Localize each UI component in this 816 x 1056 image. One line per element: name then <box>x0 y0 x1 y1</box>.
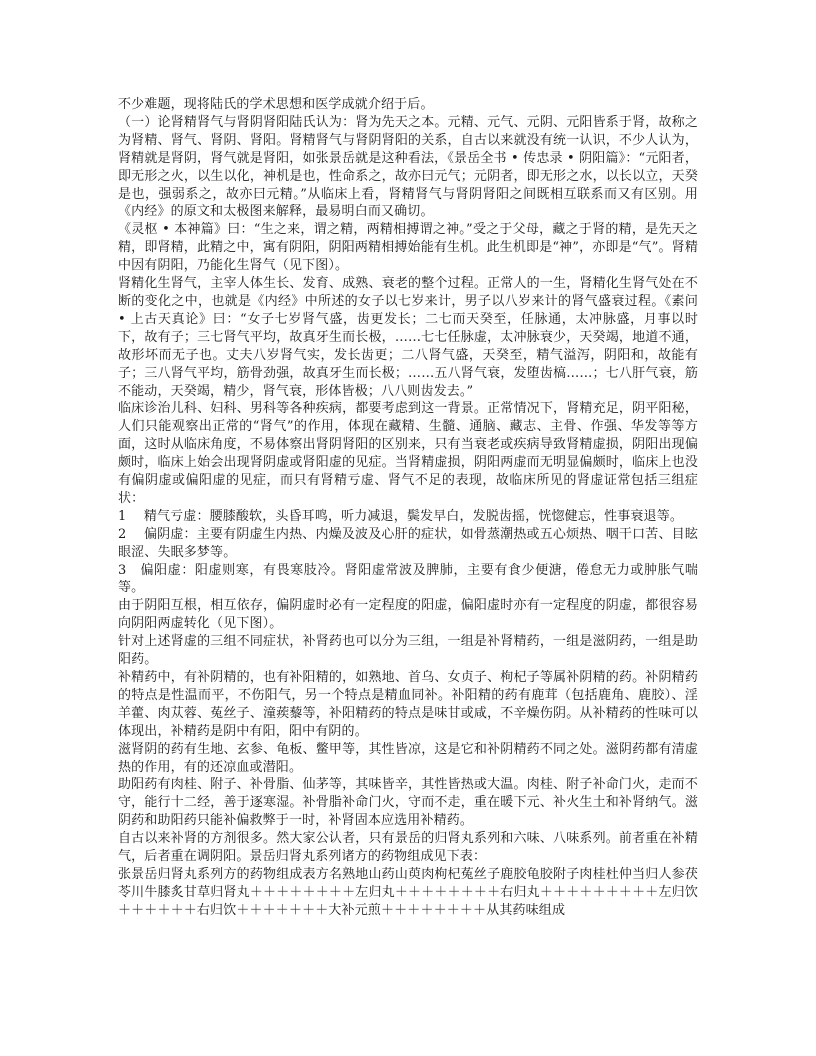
paragraph-yang-herbs: 助阳药有肉桂、附子、补骨脂、仙茅等，其味皆辛，其性皆热或大温。肉桂、附子补命门火，走而不守，能行十二经，善于逐寒湿。补骨脂补命门火，守而不走，重在暖下元、补火生土和补肾纳气。滋阴药和助阳药只能补偏救弊于一时，补肾固本应选用补精药。 <box>118 777 698 829</box>
paragraph-lingshu: 《灵枢 • 本神篇》曰：“生之来，谓之精，两精相搏谓之神。”受之于父母，藏之于肾的精，是先天之精，即肾精，此精之中，寓有阴阳，阴阳两精相搏始能有生机。此生机即是“神”，亦即是“气”。肾精中因有阴阳，乃能化生肾气（见下图）。 <box>118 222 698 274</box>
paragraph-formulas: 自古以来补肾的方剂很多。然大家公认者，只有景岳的归肾丸系列和六味、八味系列。前者重在补精气，后者重在调阴阳。景岳归肾丸系列诸方的药物组成见下表： <box>118 831 698 865</box>
document-page <box>118 96 698 920</box>
paragraph-clinical: 临床诊治儿科、妇科、男科等各种疾病，都要考虑到这一背景。正常情况下，肾精充足，阴平阳秘，人们只能观察出正常的“肾气”的作用，体现在藏精、生髓、通脑、藏志、主骨、作强、华发等等方面，这时从临床角度，不易体察出肾阴肾阳的区别来，只有当衰老或疾病导致肾精虚损，阴阳出现偏颇时，临床上始会出现肾阴虚或肾阳虚的见症。当肾精虚损，阴阳两虚而无明显偏颇时，临床上也没有偏阴虚或偏阳虚的见症，而只有肾精亏虚、肾气不足的表现，故临床所见的肾虚证常包括三组症状： <box>118 401 698 506</box>
list-item-yin-deficiency: 2 偏阴虚：主要有阴虚生内热、内燥及波及心肝的症状，如骨蒸潮热或五心烦热、咽干口苦、目眩眼涩、失眠多梦等。 <box>118 526 698 560</box>
paragraph-yin-herbs: 滋肾阴的药有生地、玄参、龟板、鳖甲等，其性皆凉，这是它和补阴精药不同之处。滋阴药都有清虚热的作用，有的还凉血或潜阳。 <box>118 741 698 775</box>
paragraph-intro: 不少难题，现将陆氏的学术思想和医学成就介绍于后。 <box>118 97 434 112</box>
paragraph-suwen: 肾精化生肾气，主宰人体生长、发育、成熟、衰老的整个过程。正常人的一生，肾精化生肾气处在不断的变化之中，也就是《内经》中所述的女子以七岁来计，男子以八岁来计的肾气盛衰过程。《素问 • 上古天真论》曰：“女子七岁肾气盛，齿更发长；二七而天癸至，任脉通，太冲脉盛，月事以时下，故有子；三七肾气平均，故真牙生而长极，……七七任脉虚，太冲脉衰少，天癸竭，地道不通，故形坏而无子也。丈夫八岁肾气实，发长齿更；二八肾气盛，天癸至，精气溢泻，阴阳和，故能有子；三八肾气平均，筋骨劲强，故真牙生而长极；……五八肾气衰，发堕齿槁……；七八肝气衰，筋不能动，天癸竭，精少，肾气衰，形体皆极；八八则齿发去。” <box>118 276 698 399</box>
list-item-essence-deficiency: 1 精气亏虚：腰膝酸软，头昏耳鸣，听力减退，鬓发早白，发脱齿摇，恍惚健忘，性事衰退等。 <box>118 508 684 524</box>
list-item-yang-deficiency: 3 偏阳虚：阳虚则寒，有畏寒肢冷。肾阳虚常波及脾肺，主要有食少便溏，倦怠无力或肿胀气喘等。 <box>118 562 698 596</box>
paragraph-yin-yang-root: 由于阴阳互根，相互依存，偏阴虚时必有一定程度的阳虚，偏阳虚时亦有一定程度的阴虚，都很容易向阴阳两虚转化（见下图）。 <box>118 598 698 632</box>
paragraph-three-groups: 针对上述肾虚的三组不同症状，补肾药也可以分为三组，一组是补肾精药，一组是滋阴药，一组是助阳药。 <box>118 634 698 668</box>
paragraph-kidney-essence: （一）论肾精肾气与肾阴肾阳陆氏认为：肾为先天之本。元精、元气、元阴、元阳皆系于肾，故称之为肾精、肾气、肾阴、肾阳。肾精肾气与肾阴肾阳的关系，自古以来就没有统一认识，不少人认为，肾精就是肾阴，肾气就是肾阳，如张景岳就是这种看法，《景岳全书 • 传忠录 • 阴阳篇》：“元阳者，即无形之火，以生以化，神机是也，性命系之，故亦曰元气；元阴者，即无形之水，以长以立，天癸是也，强弱系之，故亦曰元精。”从临床上看，肾精肾气与肾阴肾阳之间既相互联系而又有区别。用《内经》的原文和太极图来解释，最易明白而又确切。 <box>118 114 698 220</box>
paragraph-formula-table: 张景岳归肾丸系列方的药物组成表方名熟地山药山萸肉枸杞菟丝子鹿胶龟胶附子肉桂杜仲当归人参茯苓川牛膝炙甘草归肾丸＋＋＋＋＋＋＋＋左归丸＋＋＋＋＋＋＋＋右归丸＋＋＋＋＋＋＋＋＋左归饮＋＋＋＋＋＋右归饮＋＋＋＋＋＋＋大补元煎＋＋＋＋＋＋＋＋从其药味组成 <box>118 866 698 918</box>
paragraph-essence-herbs: 补精药中，有补阴精的，也有补阳精的，如熟地、首乌、女贞子、枸杞子等属补阴精的药。补阴精药的特点是性温而平，不伤阳气，另一个特点是精血同补。补阳精的药有鹿茸（包括鹿角、鹿胶）、淫羊藿、肉苁蓉、菟丝子、潼蒺藜等，补阳精药的特点是味甘或咸，不辛燥伤阴。从补精药的性味可以体现出，补精药是阴中有阳，阳中有阴的。 <box>118 670 698 739</box>
